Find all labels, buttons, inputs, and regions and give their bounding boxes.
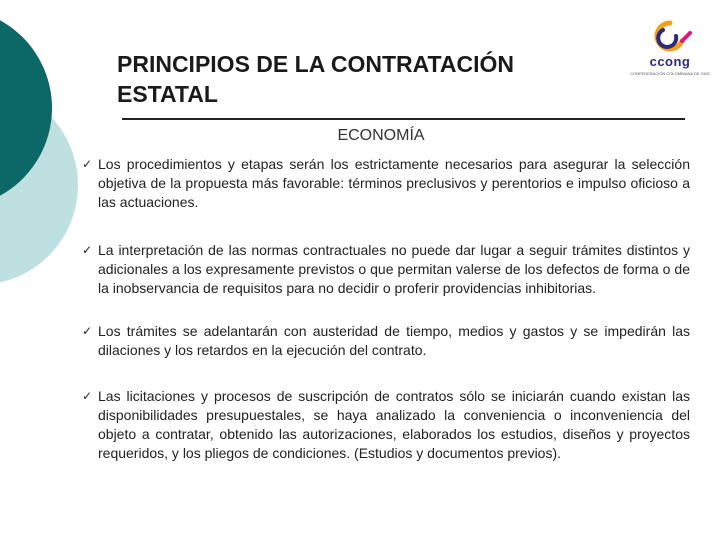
bullet-text: Las licitaciones y procesos de suscripción de contratos sólo se iniciarán cuando existan las disponibilidades presupuestales, se haya analizado la conveniencia o inconveniencia del objeto a contratar, obtenido las autorizaciones, elaborados los estudios, diseños y proyectos requeridos, y los pliegos de condiciones. (Estudios y documentos previos). <box>98 388 690 461</box>
bullet-text: Los trámites se adelantarán con austeridad de tiempo, medios y gastos y se impedirán las dilaciones y los retardos en la ejecución del contrato. <box>98 323 690 358</box>
title-divider <box>122 118 685 120</box>
checkmark-icon: ✓ <box>82 324 93 338</box>
ccong-logo <box>630 16 710 82</box>
section-heading: ECONOMÍA <box>337 127 425 144</box>
checkmark-icon: ✓ <box>82 389 93 403</box>
logo-mark-icon <box>630 16 710 56</box>
checkmark-icon: ✓ <box>82 157 93 171</box>
logo-subtext: CONFEDERACIÓN COLOMBIANA DE ONG <box>630 71 710 76</box>
checkmark-icon: ✓ <box>82 243 93 257</box>
logo-wordmark: ccong <box>649 54 691 69</box>
bullet-text: Los procedimientos y etapas serán los estrictamente necesarios para asegurar la selección objetiva de la propuesta más favorable: términos preclusivos y perentorios e impulso oficioso a las actuaciones. <box>98 156 690 210</box>
bullet-text: La interpretación de las normas contractuales no puede dar lugar a seguir trámites distintos y adicionales a los expresamente previstos o que permitan valerse de los defectos de forma o de la inobservancia de requisitos para no decidir o proferir providencias inhibitorias. <box>98 242 690 296</box>
page-title: PRINCIPIOS DE LA CONTRATACIÓN ESTATAL <box>117 51 514 107</box>
